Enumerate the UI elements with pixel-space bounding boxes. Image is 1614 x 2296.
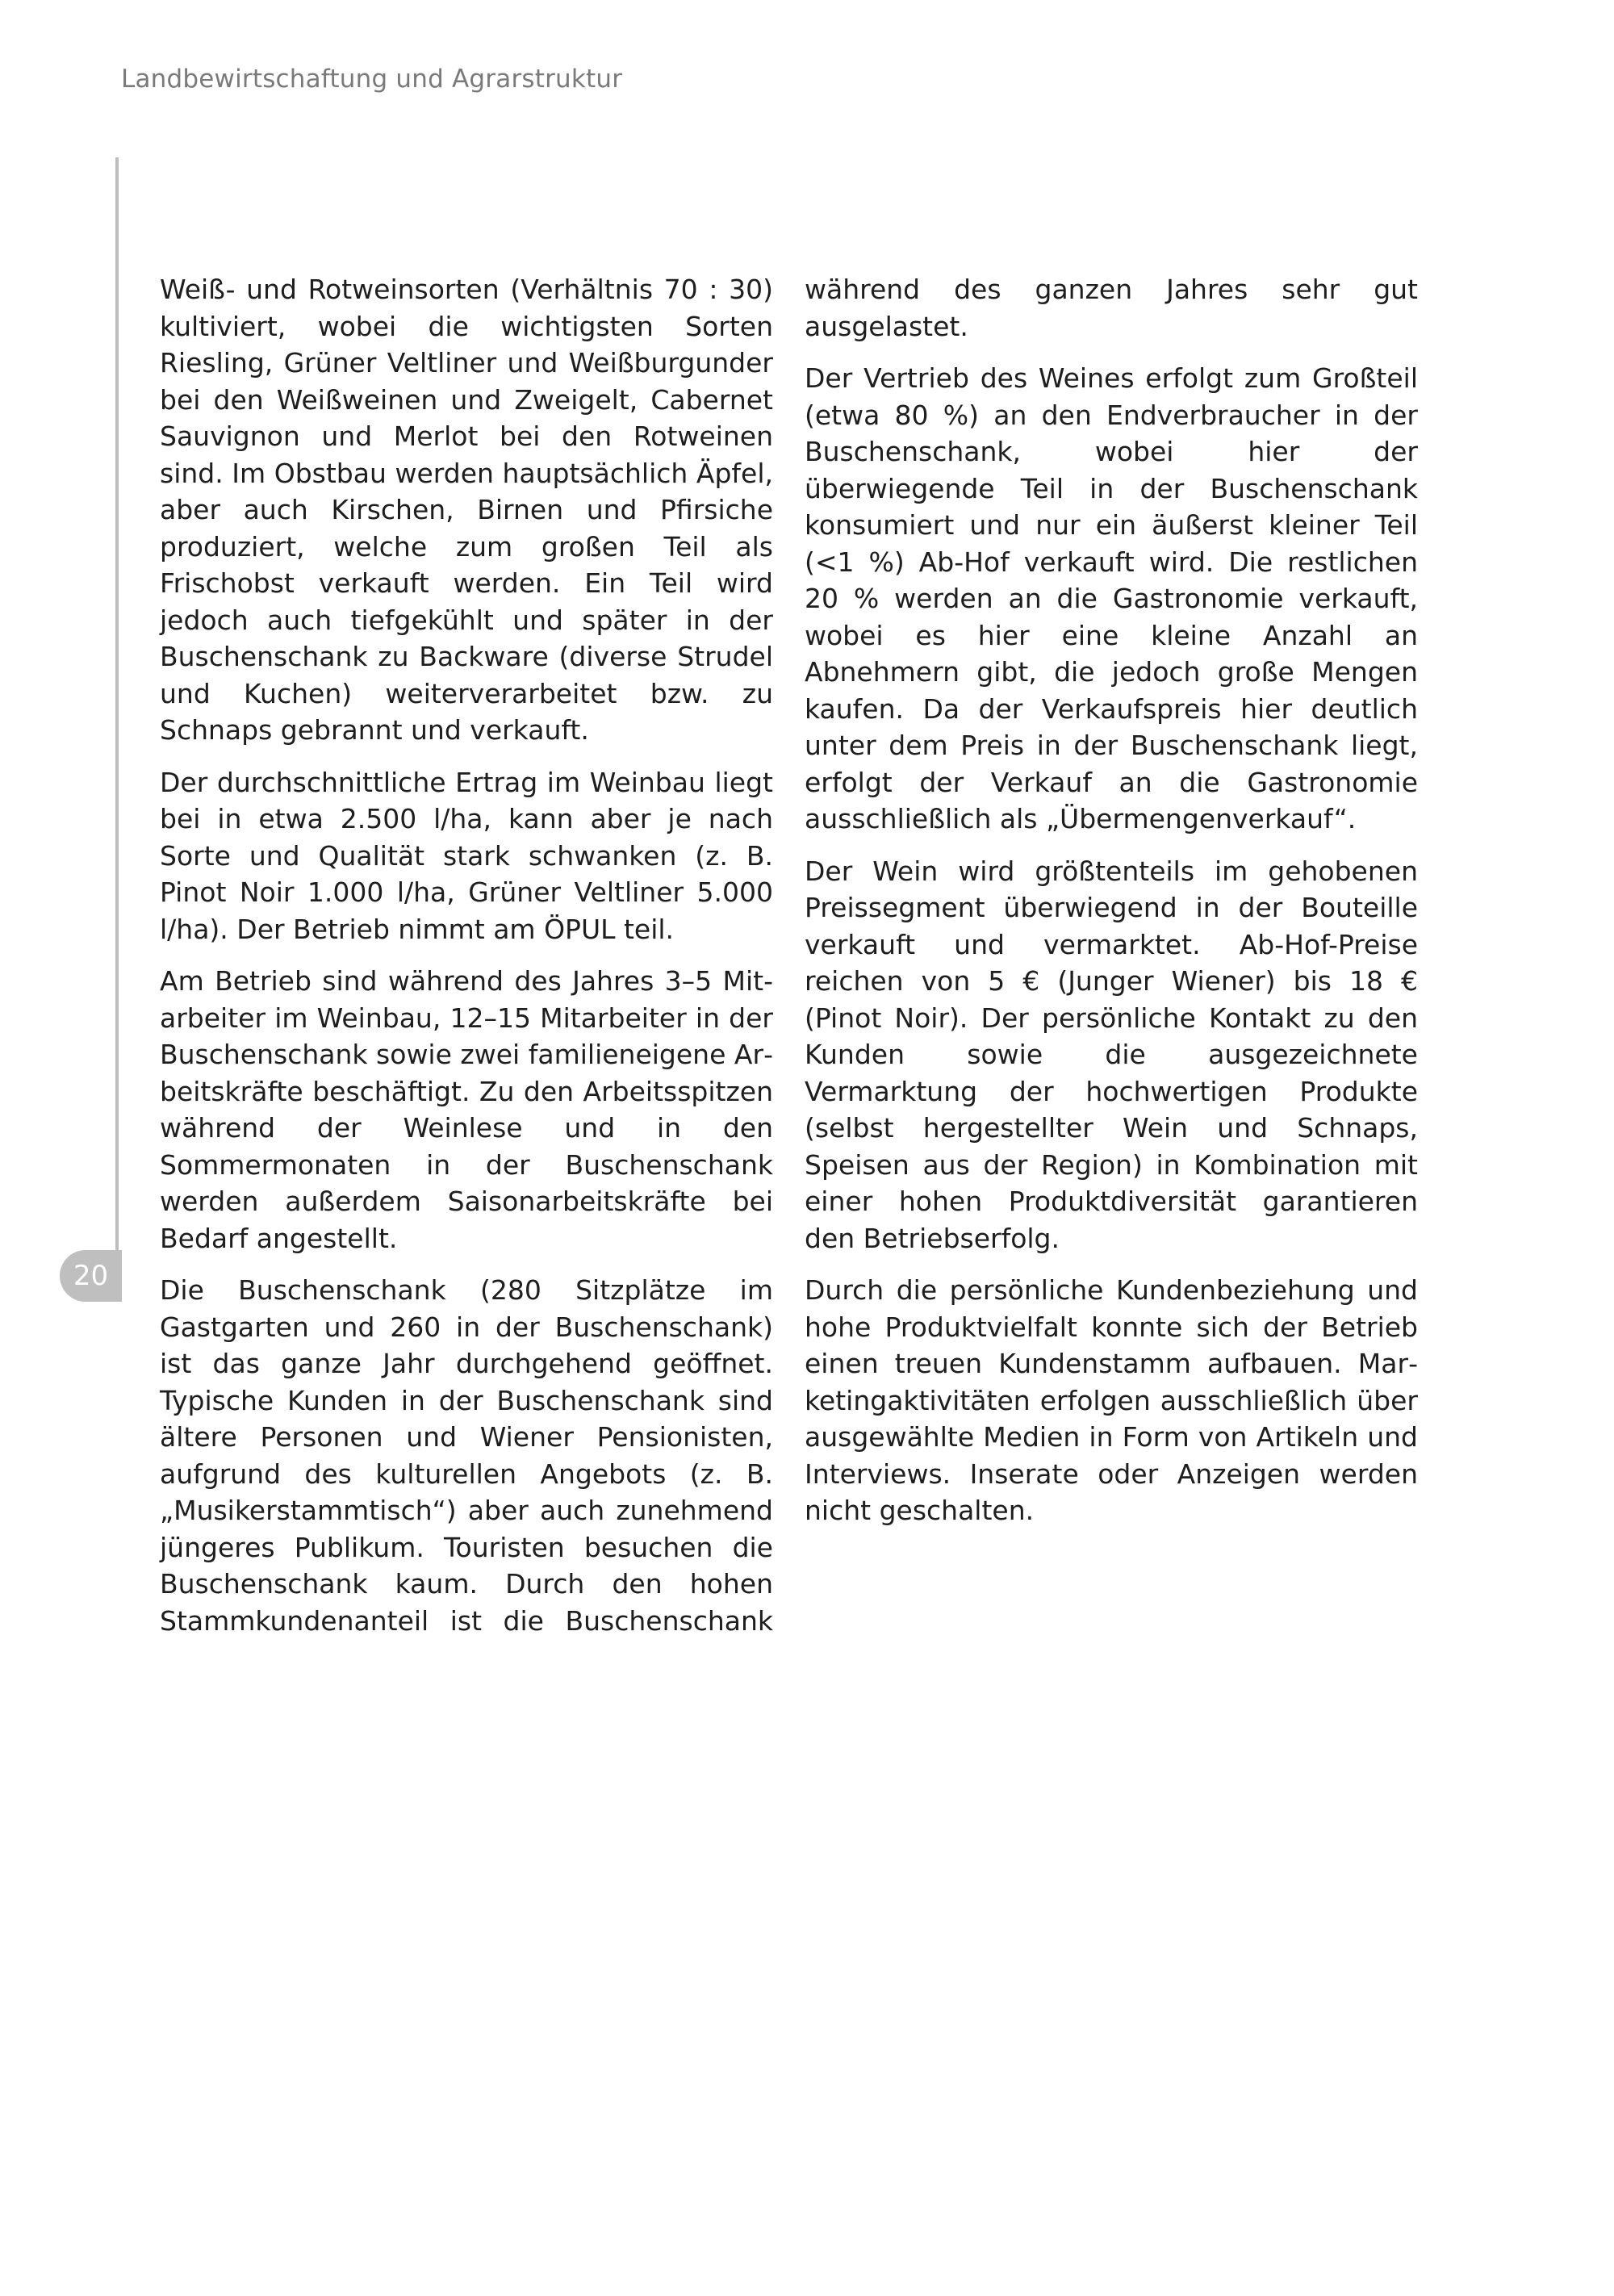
page-number-badge: 20 xyxy=(60,1250,122,1302)
paragraph: Durch die persönliche Kundenbeziehung und hohe Produktvielfalt konnte sich der Betrieb einen treuen Kundenstamm aufbauen. Marketingaktivitäten erfolgen ausschließlich über ausgewählte Medien in Form von Artikeln und Interviews. Inserate oder Anzeigen werden nicht geschalten. xyxy=(805,1274,1418,1526)
margin-rule xyxy=(115,157,119,1295)
paragraph: während des ganzen Jahres sehr gut ausgelastet. xyxy=(805,274,1418,342)
right-column xyxy=(805,271,1418,1545)
paragraph: Die Buschenschank (280 Sitzplätze im Gastgarten und 260 in der Buschenschank) ist das ganze Jahr durchgehend geöffnet. Typische Kunden in der Buschenschank sind ältere Personen und Wiener Pensionisten, aufgrund des kulturellen Angebots (z. B. „Musikerstammtisch“) aber auch zunehmend jüngeres Publikum. Touristen besuchen die Buschenschank kaum. Durch den hohen Stammkundenanteil ist die Buschenschank xyxy=(160,1274,773,1637)
left-column xyxy=(160,271,773,1654)
paragraph: Am Betrieb sind während des Jahres 3–5 Mitarbeiter im Weinbau, 12–15 Mitarbeiter in der Buschenschank sowie zwei familieneigene Arbeitskräfte beschäftigt. Zu den Arbeitsspitzen während der Weinlese und in den Sommermonaten in der Buschenschank werden außerdem Saisonarbeitskräfte bei Bedarf angestellt. xyxy=(160,965,773,1254)
running-header: Landbewirtschaftung und Agrarstruktur xyxy=(121,65,623,94)
paragraph: Der durchschnittliche Ertrag im Weinbau liegt bei in etwa 2.500 l/ha, kann aber je nach Sorte und Qualität stark schwanken (z. B. Pinot Noir 1.000 l/ha, Grüner Veltliner 5.000 l/ha). Der Betrieb nimmt am ÖPUL teil. xyxy=(160,766,773,945)
paragraph: Der Wein wird größtenteils im gehobenen Preissegment überwiegend in der Bouteille verkauft und vermarktet. Ab-Hof-Preise reichen von 5 € (Junger Wiener) bis 18 € (Pinot Noir). Der persönliche Kontakt zu den Kunden sowie die ausgezeichnete Vermarktung der hochwertigen Produkte (selbst hergestellter Wein und Schnaps, Speisen aus der Region) in Kombination mit einer hohen Produktdiversität garantieren den Betriebserfolg. xyxy=(805,855,1418,1254)
paragraph: Weiß- und Rotweinsorten (Verhältnis 70 : 30) kultiviert, wobei die wichtigsten Sorten Riesling, Grüner Veltliner und Weißburgunder bei den Weißweinen und Zweigelt, Cabernet Sauvignon und Merlot bei den Rotweinen sind. Im Obstbau werden hauptsächlich Äpfel, aber auch Kirschen, Birnen und Pfirsiche produziert, welche zum großen Teil als Frischobst verkauft werden. Ein Teil wird jedoch auch tiefgekühlt und später in der Buschenschank zu Backware (diverse Strudel und Kuchen) weiterverarbeitet bzw. zu Schnaps gebrannt und verkauft. xyxy=(160,274,773,746)
paragraph: Der Vertrieb des Weines erfolgt zum Großteil (etwa 80 %) an den Endverbraucher in der Buschenschank, wobei hier der überwiegende Teil in der Buschenschank konsumiert und nur ein äußerst kleiner Teil (<1 %) Ab-Hof verkauft wird. Die restlichen 20 % werden an die Gastronomie verkauft, wobei es hier eine kleine Anzahl an Abnehmern gibt, die jedoch große Mengen kaufen. Da der Verkaufspreis hier deutlich unter dem Preis in der Buschenschank liegt, erfolgt der Verkauf an die Gastronomie ausschließlich als „Übermengenverkauf“. xyxy=(805,362,1418,834)
